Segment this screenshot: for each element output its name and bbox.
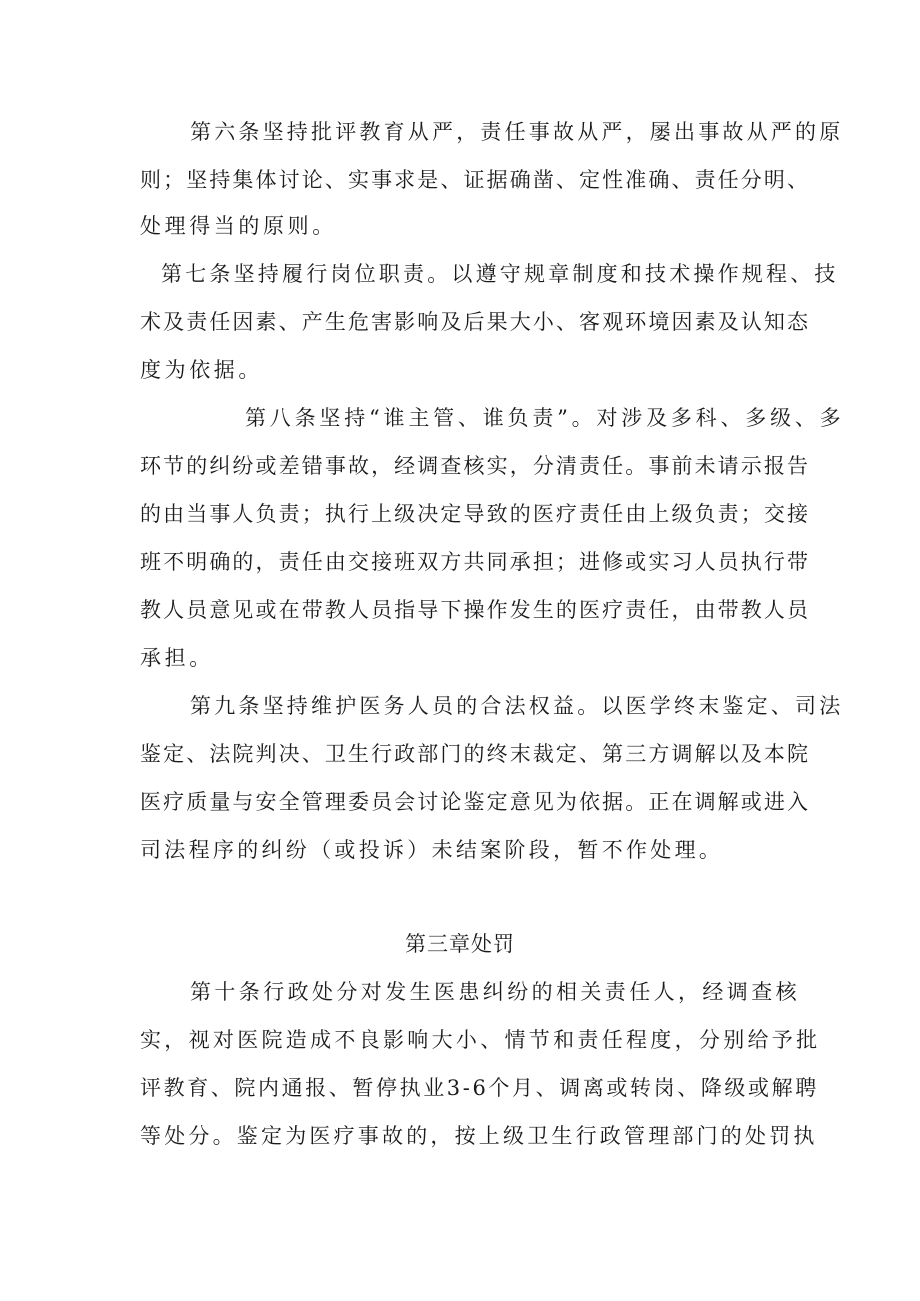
article10-line-4: 等处分。鉴定为医疗事故的，按上级卫生行政管理部门的处罚执 [140,1124,818,1148]
article9-line-1: 第九条坚持维护医务人员的合法权益。以医学终末鉴定、司法 [190,694,844,718]
article7-line-2: 术及责任因素、产生危害影响及后果大小、客观环境因素及认知态 [140,310,808,334]
article8-line-3: 的由当事人负责；执行上级决定导致的医疗责任由上级负责；交接 [140,502,808,526]
article10-line-3: 评教育、院内通报、暂停执业3-6个月、调离或转岗、降级或解聘 [140,1076,819,1100]
article8-line-2: 环节的纠纷或差错事故，经调查核实，分清责任。事前未请示报告 [140,454,808,478]
chapter-title: 第三章处罚 [405,932,515,956]
article10-line-1: 第十条行政处分对发生医患纠纷的相关责任人，经调查核 [190,980,800,1004]
article8-line-4: 班不明确的，责任由交接班双方共同承担；进修或实习人员执行带 [140,550,808,574]
article9-line-4: 司法程序的纠纷（或投诉）未结案阶段，暂不作处理。 [140,838,724,862]
article6-line-1: 第六条坚持批评教育从严，责任事故从严，屡出事故从严的原 [190,120,844,144]
article7-line-3: 度为依据。 [140,358,263,382]
article8-line-1: 第八条坚持“谁主管、谁负责”。对涉及多科、多级、多 [245,406,845,430]
article6-line-2: 则；坚持集体讨论、实事求是、证据确凿、定性准确、责任分明、 [140,168,808,192]
article8-line-5: 教人员意见或在带教人员指导下操作发生的医疗责任，由带教人员 [140,598,808,622]
article6-line-3: 处理得当的原则。 [140,214,337,238]
article7-line-1: 第七条坚持履行岗位职责。以遵守规章制度和技术操作规程、技 [161,262,839,286]
article9-line-2: 鉴定、法院判决、卫生行政部门的终末裁定、第三方调解以及本院 [140,742,808,766]
article9-line-3: 医疗质量与安全管理委员会讨论鉴定意见为依据。正在调解或进入 [140,790,808,814]
article10-line-2: 实，视对医院造成不良影响大小、情节和责任程度，分别给予批 [140,1028,821,1052]
article8-line-6: 承担。 [140,646,214,670]
